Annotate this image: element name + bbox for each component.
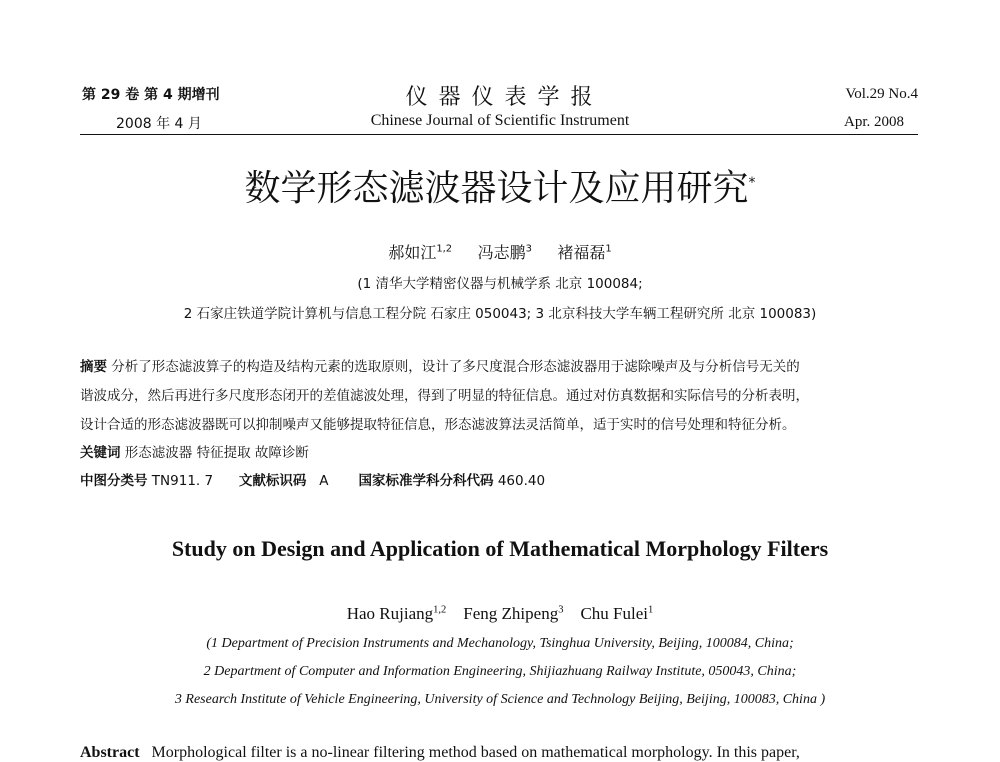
abstract-cn-line xyxy=(80,355,800,375)
paper-title-cn xyxy=(0,160,1000,211)
affiliation-en-line: (1 Department of Precision Instruments and Mechanology, Tsinghua University, Beijing, 100084, China; xyxy=(206,636,794,651)
authors-en xyxy=(0,604,1000,624)
classification-line xyxy=(80,469,545,489)
paper-title-en: Study on Design and Application of Mathematical Morphology Filters xyxy=(171,536,829,561)
abstract-en-text: Morphological filter is a no-linear filtering method based on mathematical morphology. In this paper, xyxy=(151,744,800,761)
clc-value: TN911. 7 xyxy=(151,473,214,489)
paper-title-cn-text: 数学形态滤波器设计及应用研究 xyxy=(244,168,749,209)
author-cn: 褚福磊 xyxy=(557,243,606,262)
doc-code-label: 文献标识码 xyxy=(238,473,307,489)
subject-code-label: 国家标准学科分科代码 xyxy=(358,473,494,489)
author-cn: 郝如江 xyxy=(388,243,437,262)
keywords-cn xyxy=(80,441,309,461)
author-en: Feng Zhipeng xyxy=(463,604,559,623)
abstract-en-label: Abstract xyxy=(80,744,140,761)
keywords-cn-label: 关键词 xyxy=(80,445,121,461)
affiliation-cn-line: (1 清华大学精密仪器与机械学系 北京 100084; xyxy=(357,276,643,292)
clc-label: 中图分类号 xyxy=(80,473,148,489)
abstract-cn-label: 摘要 xyxy=(80,359,107,375)
author-en: Hao Rujiang xyxy=(346,604,434,623)
journal-name-en: Chinese Journal of Scientific Instrument xyxy=(370,112,630,129)
subject-code-value: 460.40 xyxy=(497,473,546,489)
affiliation-en-line: 3 Research Institute of Vehicle Engineering, University of Science and Technology Beijing, Beijing, 100083, China ) xyxy=(174,692,826,707)
abstract-cn-line: 设计合适的形态滤波器既可以抑制噪声又能够提取特征信息，形态滤波算法灵活简单，适于实时的信号处理和特征分析。 xyxy=(80,417,796,433)
author-en-affil: 1 xyxy=(648,604,654,616)
doc-code-value: A xyxy=(319,473,329,489)
affiliation-cn-line: 2 石家庄铁道学院计算机与信息工程分院 石家庄 050043; 3 北京科技大学车辆工程研究所 北京 100083) xyxy=(183,306,817,322)
journal-date-cn: 2008 年 4 月 xyxy=(116,116,202,132)
journal-volume-issue: 第 29 卷 第 4 期增刊 xyxy=(82,87,220,103)
header-rule xyxy=(80,134,918,135)
author-en: Chu Fulei xyxy=(580,604,649,623)
author-cn-affil: 1 xyxy=(605,243,612,255)
author-cn: 冯志鹏 xyxy=(477,243,526,262)
author-en-affil: 1,2 xyxy=(433,604,447,616)
journal-name-cn: 仪 器 仪 表 学 报 xyxy=(405,85,595,110)
abstract-en-line xyxy=(80,744,800,762)
affiliation-en-line: 2 Department of Computer and Information Engineering, Shijiazhuang Railway Institute, 050043, China; xyxy=(203,664,797,679)
abstract-cn-line: 谐波成分，然后再进行多尺度形态闭开的差值滤波处理，得到了明显的特征信息。通过对仿真数据和实际信号的分析表明， xyxy=(80,388,809,404)
author-en-affil: 3 xyxy=(558,604,564,616)
authors-cn xyxy=(0,240,1000,263)
journal-volume-en: Vol.29 No.4 xyxy=(845,86,918,102)
title-footnote-mark: * xyxy=(748,175,756,191)
keywords-cn-value: 形态滤波器 特征提取 故障诊断 xyxy=(124,445,309,461)
author-cn-affil: 1,2 xyxy=(436,243,453,255)
journal-date-en: Apr. 2008 xyxy=(844,114,904,130)
author-cn-affil: 3 xyxy=(525,243,532,255)
abstract-cn-text: 分析了形态滤波算子的构造及结构元素的选取原则，设计了多尺度混合形态滤波器用于滤除噪声及与分析信号无关的 xyxy=(111,359,800,375)
